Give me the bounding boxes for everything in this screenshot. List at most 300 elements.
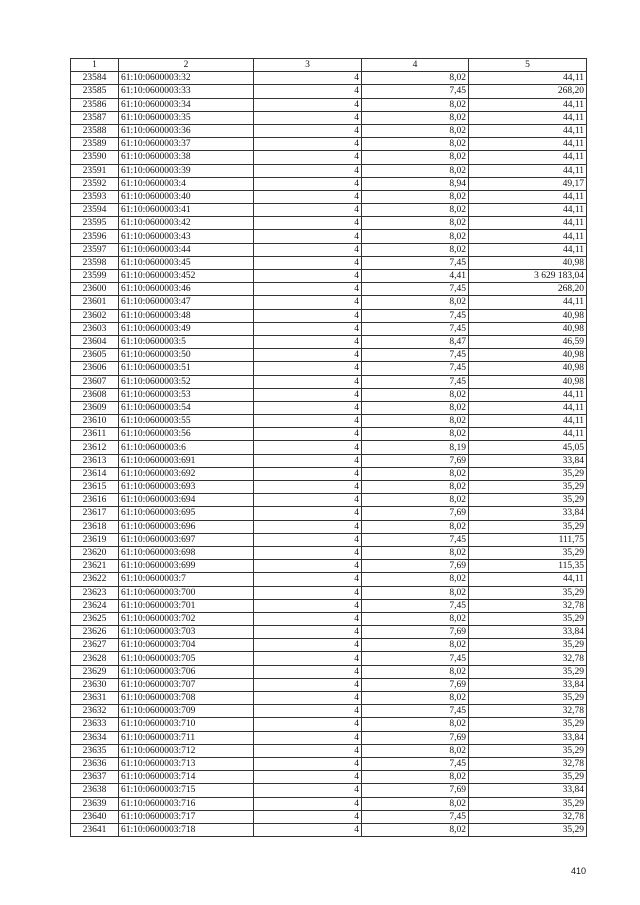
table-cell: 8,02 <box>362 573 469 586</box>
table-cell: 44,11 <box>469 98 587 111</box>
table-row <box>71 98 587 111</box>
table-row <box>71 362 587 375</box>
table-cell: 23614 <box>71 467 119 480</box>
table-cell: 4 <box>254 665 362 678</box>
table-cell: 8,19 <box>362 441 469 454</box>
table-cell: 32,78 <box>469 599 587 612</box>
table-cell: 61:10:0600003:32 <box>119 72 254 85</box>
table-row <box>71 744 587 757</box>
table-cell: 23626 <box>71 626 119 639</box>
table-cell: 23612 <box>71 441 119 454</box>
table-row <box>71 177 587 190</box>
table-row <box>71 309 587 322</box>
table-cell: 23609 <box>71 401 119 414</box>
table-cell: 23588 <box>71 124 119 137</box>
table-cell: 23635 <box>71 744 119 757</box>
table-cell: 7,69 <box>362 731 469 744</box>
table-row <box>71 388 587 401</box>
table-cell: 7,45 <box>362 256 469 269</box>
table-cell: 61:10:0600003:707 <box>119 678 254 691</box>
table-cell: 61:10:0600003:52 <box>119 375 254 388</box>
table-cell: 4 <box>254 823 362 836</box>
table-cell: 8,02 <box>362 823 469 836</box>
table-row <box>71 243 587 256</box>
table-cell: 23591 <box>71 164 119 177</box>
table-cell: 61:10:0600003:45 <box>119 256 254 269</box>
table-cell: 61:10:0600003:711 <box>119 731 254 744</box>
table-cell: 7,45 <box>362 533 469 546</box>
table-cell: 61:10:0600003:48 <box>119 309 254 322</box>
table-row <box>71 85 587 98</box>
table-cell: 23611 <box>71 428 119 441</box>
table-row <box>71 731 587 744</box>
table-cell: 4 <box>254 494 362 507</box>
table-cell: 23641 <box>71 823 119 836</box>
table-cell: 4,41 <box>362 270 469 283</box>
table-cell: 4 <box>254 164 362 177</box>
table-cell: 8,02 <box>362 744 469 757</box>
table-cell: 4 <box>254 692 362 705</box>
table-cell: 8,02 <box>362 520 469 533</box>
column-header-4: 4 <box>362 59 469 72</box>
table-cell: 44,11 <box>469 428 587 441</box>
table-cell: 4 <box>254 731 362 744</box>
table-row <box>71 520 587 533</box>
table-cell: 32,78 <box>469 757 587 770</box>
table-cell: 45,05 <box>469 441 587 454</box>
table-cell: 8,02 <box>362 124 469 137</box>
table-cell: 8,02 <box>362 612 469 625</box>
table-cell: 8,47 <box>362 335 469 348</box>
table-cell: 23597 <box>71 243 119 256</box>
table-cell: 8,02 <box>362 217 469 230</box>
table-cell: 8,02 <box>362 467 469 480</box>
table-cell: 23585 <box>71 85 119 98</box>
table-cell: 44,11 <box>469 296 587 309</box>
table-cell: 35,29 <box>469 718 587 731</box>
table-row <box>71 757 587 770</box>
table-row <box>71 481 587 494</box>
table-row <box>71 296 587 309</box>
table-cell: 40,98 <box>469 256 587 269</box>
table-cell: 4 <box>254 230 362 243</box>
table-cell: 23629 <box>71 665 119 678</box>
table-cell: 23624 <box>71 599 119 612</box>
table-cell: 4 <box>254 467 362 480</box>
table-cell: 4 <box>254 599 362 612</box>
table-cell: 61:10:0600003:708 <box>119 692 254 705</box>
table-cell: 61:10:0600003:54 <box>119 401 254 414</box>
table-cell: 49,17 <box>469 177 587 190</box>
table-cell: 268,20 <box>469 283 587 296</box>
table-cell: 23586 <box>71 98 119 111</box>
table-cell: 23592 <box>71 177 119 190</box>
table-cell: 8,02 <box>362 164 469 177</box>
table-cell: 23622 <box>71 573 119 586</box>
table-cell: 23607 <box>71 375 119 388</box>
table-cell: 4 <box>254 256 362 269</box>
table-row <box>71 494 587 507</box>
table-cell: 4 <box>254 283 362 296</box>
table-cell: 61:10:0600003:41 <box>119 204 254 217</box>
table-cell: 7,69 <box>362 454 469 467</box>
table-cell: 4 <box>254 388 362 401</box>
column-header-3: 3 <box>254 59 362 72</box>
table-cell: 4 <box>254 124 362 137</box>
table-row <box>71 533 587 546</box>
table-row <box>71 164 587 177</box>
table-cell: 23610 <box>71 415 119 428</box>
table-row <box>71 546 587 559</box>
table-cell: 32,78 <box>469 652 587 665</box>
table-cell: 23625 <box>71 612 119 625</box>
table-cell: 23613 <box>71 454 119 467</box>
table-row <box>71 454 587 467</box>
table-cell: 23633 <box>71 718 119 731</box>
table-cell: 23621 <box>71 560 119 573</box>
table-cell: 4 <box>254 204 362 217</box>
table-cell: 61:10:0600003:50 <box>119 349 254 362</box>
table-cell: 61:10:0600003:717 <box>119 810 254 823</box>
table-cell: 44,11 <box>469 243 587 256</box>
table-cell: 7,69 <box>362 626 469 639</box>
table-cell: 4 <box>254 639 362 652</box>
table-cell: 4 <box>254 678 362 691</box>
table-cell: 44,11 <box>469 138 587 151</box>
table-cell: 7,45 <box>362 309 469 322</box>
table-cell: 23590 <box>71 151 119 164</box>
table-cell: 40,98 <box>469 375 587 388</box>
table-cell: 4 <box>254 481 362 494</box>
table-cell: 23620 <box>71 546 119 559</box>
table-cell: 4 <box>254 520 362 533</box>
table-cell: 23594 <box>71 204 119 217</box>
table-cell: 4 <box>254 652 362 665</box>
table-cell: 8,02 <box>362 190 469 203</box>
table-cell: 7,45 <box>362 757 469 770</box>
table-cell: 61:10:0600003:696 <box>119 520 254 533</box>
table-cell: 61:10:0600003:40 <box>119 190 254 203</box>
table-cell: 8,02 <box>362 546 469 559</box>
table-cell: 4 <box>254 546 362 559</box>
table-cell: 44,11 <box>469 124 587 137</box>
table-cell: 61:10:0600003:38 <box>119 151 254 164</box>
table-cell: 61:10:0600003:33 <box>119 85 254 98</box>
table-cell: 46,59 <box>469 335 587 348</box>
table-row <box>71 190 587 203</box>
table-cell: 4 <box>254 138 362 151</box>
table-cell: 23593 <box>71 190 119 203</box>
table-cell: 61:10:0600003:695 <box>119 507 254 520</box>
table-cell: 61:10:0600003:712 <box>119 744 254 757</box>
table-cell: 23600 <box>71 283 119 296</box>
table-cell: 4 <box>254 151 362 164</box>
table-cell: 35,29 <box>469 639 587 652</box>
table-row <box>71 599 587 612</box>
table-cell: 44,11 <box>469 190 587 203</box>
table-cell: 8,02 <box>362 771 469 784</box>
table-cell: 35,29 <box>469 744 587 757</box>
table-row <box>71 270 587 283</box>
table-cell: 61:10:0600003:692 <box>119 467 254 480</box>
table-cell: 61:10:0600003:703 <box>119 626 254 639</box>
table-cell: 8,02 <box>362 401 469 414</box>
table-cell: 23601 <box>71 296 119 309</box>
table-cell: 4 <box>254 98 362 111</box>
table-cell: 35,29 <box>469 823 587 836</box>
table-row <box>71 560 587 573</box>
table-cell: 61:10:0600003:44 <box>119 243 254 256</box>
table-cell: 61:10:0600003:701 <box>119 599 254 612</box>
table-cell: 4 <box>254 401 362 414</box>
table-cell: 8,02 <box>362 111 469 124</box>
table-cell: 23608 <box>71 388 119 401</box>
table-cell: 4 <box>254 111 362 124</box>
table-cell: 61:10:0600003:452 <box>119 270 254 283</box>
table-cell: 7,45 <box>362 349 469 362</box>
table-cell: 8,02 <box>362 296 469 309</box>
table-cell: 23587 <box>71 111 119 124</box>
table-cell: 111,75 <box>469 533 587 546</box>
table-row <box>71 586 587 599</box>
table-cell: 4 <box>254 270 362 283</box>
table-cell: 23603 <box>71 322 119 335</box>
table-row <box>71 111 587 124</box>
table-cell: 40,98 <box>469 309 587 322</box>
table-row <box>71 322 587 335</box>
table-cell: 23598 <box>71 256 119 269</box>
table-cell: 23605 <box>71 349 119 362</box>
table-cell: 8,02 <box>362 388 469 401</box>
table-cell: 61:10:0600003:51 <box>119 362 254 375</box>
table-cell: 8,02 <box>362 138 469 151</box>
table-cell: 61:10:0600003:693 <box>119 481 254 494</box>
table-cell: 8,02 <box>362 494 469 507</box>
table-cell: 61:10:0600003:4 <box>119 177 254 190</box>
table-row <box>71 230 587 243</box>
table-row <box>71 507 587 520</box>
table-cell: 23604 <box>71 335 119 348</box>
table-cell: 8,02 <box>362 98 469 111</box>
table-cell: 35,29 <box>469 494 587 507</box>
table-cell: 8,02 <box>362 586 469 599</box>
table-cell: 61:10:0600003:715 <box>119 784 254 797</box>
table-cell: 61:10:0600003:47 <box>119 296 254 309</box>
table-cell: 7,45 <box>362 705 469 718</box>
table-cell: 61:10:0600003:716 <box>119 797 254 810</box>
table-cell: 61:10:0600003:53 <box>119 388 254 401</box>
table-cell: 8,02 <box>362 415 469 428</box>
table-cell: 23619 <box>71 533 119 546</box>
table-cell: 23636 <box>71 757 119 770</box>
table-cell: 23602 <box>71 309 119 322</box>
table-cell: 44,11 <box>469 111 587 124</box>
table-cell: 40,98 <box>469 322 587 335</box>
table-cell: 61:10:0600003:6 <box>119 441 254 454</box>
table-cell: 4 <box>254 415 362 428</box>
table-cell: 23606 <box>71 362 119 375</box>
table-cell: 23617 <box>71 507 119 520</box>
table-cell: 61:10:0600003:34 <box>119 98 254 111</box>
table-cell: 23615 <box>71 481 119 494</box>
table-cell: 4 <box>254 626 362 639</box>
table-cell: 35,29 <box>469 586 587 599</box>
table-cell: 61:10:0600003:694 <box>119 494 254 507</box>
table-row <box>71 771 587 784</box>
table-row <box>71 349 587 362</box>
table-row <box>71 283 587 296</box>
table-row <box>71 151 587 164</box>
table-cell: 8,94 <box>362 177 469 190</box>
table-cell: 23595 <box>71 217 119 230</box>
column-header-2: 2 <box>119 59 254 72</box>
table-cell: 8,02 <box>362 718 469 731</box>
table-row <box>71 705 587 718</box>
table-cell: 8,02 <box>362 230 469 243</box>
table-cell: 61:10:0600003:46 <box>119 283 254 296</box>
table-cell: 23599 <box>71 270 119 283</box>
table-cell: 44,11 <box>469 151 587 164</box>
table-cell: 61:10:0600003:704 <box>119 639 254 652</box>
table-row <box>71 692 587 705</box>
table-cell: 35,29 <box>469 546 587 559</box>
table-cell: 8,02 <box>362 692 469 705</box>
table-cell: 7,69 <box>362 784 469 797</box>
table-cell: 7,69 <box>362 560 469 573</box>
table-cell: 44,11 <box>469 164 587 177</box>
table-cell: 23618 <box>71 520 119 533</box>
table-cell: 35,29 <box>469 520 587 533</box>
table-cell: 7,45 <box>362 362 469 375</box>
table-row <box>71 375 587 388</box>
table-cell: 44,11 <box>469 415 587 428</box>
column-header-5: 5 <box>469 59 587 72</box>
table-cell: 33,84 <box>469 731 587 744</box>
table-cell: 23628 <box>71 652 119 665</box>
table-row <box>71 652 587 665</box>
table-row <box>71 401 587 414</box>
table-cell: 23632 <box>71 705 119 718</box>
table-cell: 4 <box>254 810 362 823</box>
table-cell: 8,02 <box>362 481 469 494</box>
table-header-row <box>71 59 587 72</box>
table-cell: 4 <box>254 296 362 309</box>
table-cell: 23631 <box>71 692 119 705</box>
table-cell: 35,29 <box>469 481 587 494</box>
table-row <box>71 467 587 480</box>
table-cell: 61:10:0600003:42 <box>119 217 254 230</box>
table-row <box>71 441 587 454</box>
table-cell: 115,35 <box>469 560 587 573</box>
table-cell: 35,29 <box>469 467 587 480</box>
table-cell: 33,84 <box>469 626 587 639</box>
table-body <box>71 72 587 837</box>
table-cell: 44,11 <box>469 388 587 401</box>
table-cell: 4 <box>254 573 362 586</box>
table-cell: 4 <box>254 718 362 731</box>
table-cell: 61:10:0600003:39 <box>119 164 254 177</box>
table-cell: 40,98 <box>469 362 587 375</box>
table-cell: 44,11 <box>469 401 587 414</box>
table-cell: 23630 <box>71 678 119 691</box>
table-cell: 7,45 <box>362 810 469 823</box>
table-row <box>71 810 587 823</box>
table-cell: 4 <box>254 349 362 362</box>
table-cell: 33,84 <box>469 454 587 467</box>
table-cell: 4 <box>254 375 362 388</box>
table-cell: 61:10:0600003:697 <box>119 533 254 546</box>
table-row <box>71 573 587 586</box>
table-cell: 35,29 <box>469 692 587 705</box>
table-cell: 4 <box>254 85 362 98</box>
table-cell: 61:10:0600003:710 <box>119 718 254 731</box>
table-cell: 44,11 <box>469 217 587 230</box>
table-cell: 61:10:0600003:700 <box>119 586 254 599</box>
table-row <box>71 718 587 731</box>
table-cell: 35,29 <box>469 665 587 678</box>
table-cell: 61:10:0600003:56 <box>119 428 254 441</box>
table-cell: 8,02 <box>362 665 469 678</box>
table-cell: 8,02 <box>362 151 469 164</box>
table-cell: 44,11 <box>469 204 587 217</box>
table-cell: 44,11 <box>469 573 587 586</box>
table-cell: 61:10:0600003:713 <box>119 757 254 770</box>
table-cell: 4 <box>254 177 362 190</box>
table-row <box>71 335 587 348</box>
table-cell: 23638 <box>71 784 119 797</box>
table-cell: 4 <box>254 190 362 203</box>
table-cell: 23634 <box>71 731 119 744</box>
table-cell: 7,69 <box>362 678 469 691</box>
table-cell: 8,02 <box>362 797 469 810</box>
table-row <box>71 428 587 441</box>
table-cell: 35,29 <box>469 797 587 810</box>
table-row <box>71 415 587 428</box>
table-cell: 23639 <box>71 797 119 810</box>
table-cell: 44,11 <box>469 72 587 85</box>
table-cell: 7,45 <box>362 283 469 296</box>
table-cell: 4 <box>254 428 362 441</box>
table-cell: 268,20 <box>469 85 587 98</box>
table-cell: 61:10:0600003:691 <box>119 454 254 467</box>
table-cell: 23640 <box>71 810 119 823</box>
table-cell: 61:10:0600003:55 <box>119 415 254 428</box>
table-cell: 7,69 <box>362 507 469 520</box>
table-cell: 8,02 <box>362 243 469 256</box>
table-cell: 4 <box>254 757 362 770</box>
table-row <box>71 626 587 639</box>
table-cell: 8,02 <box>362 72 469 85</box>
table-cell: 4 <box>254 586 362 599</box>
table-cell: 7,45 <box>362 375 469 388</box>
table-cell: 4 <box>254 797 362 810</box>
table-cell: 32,78 <box>469 705 587 718</box>
data-table <box>70 58 587 837</box>
table-cell: 40,98 <box>469 349 587 362</box>
table-row <box>71 639 587 652</box>
table-cell: 4 <box>254 243 362 256</box>
table-cell: 7,45 <box>362 599 469 612</box>
table-cell: 23584 <box>71 72 119 85</box>
table-cell: 61:10:0600003:35 <box>119 111 254 124</box>
table-cell: 23637 <box>71 771 119 784</box>
table-cell: 4 <box>254 335 362 348</box>
table-cell: 7,45 <box>362 652 469 665</box>
table-cell: 4 <box>254 533 362 546</box>
table-cell: 8,02 <box>362 204 469 217</box>
table-cell: 4 <box>254 454 362 467</box>
table-cell: 32,78 <box>469 810 587 823</box>
